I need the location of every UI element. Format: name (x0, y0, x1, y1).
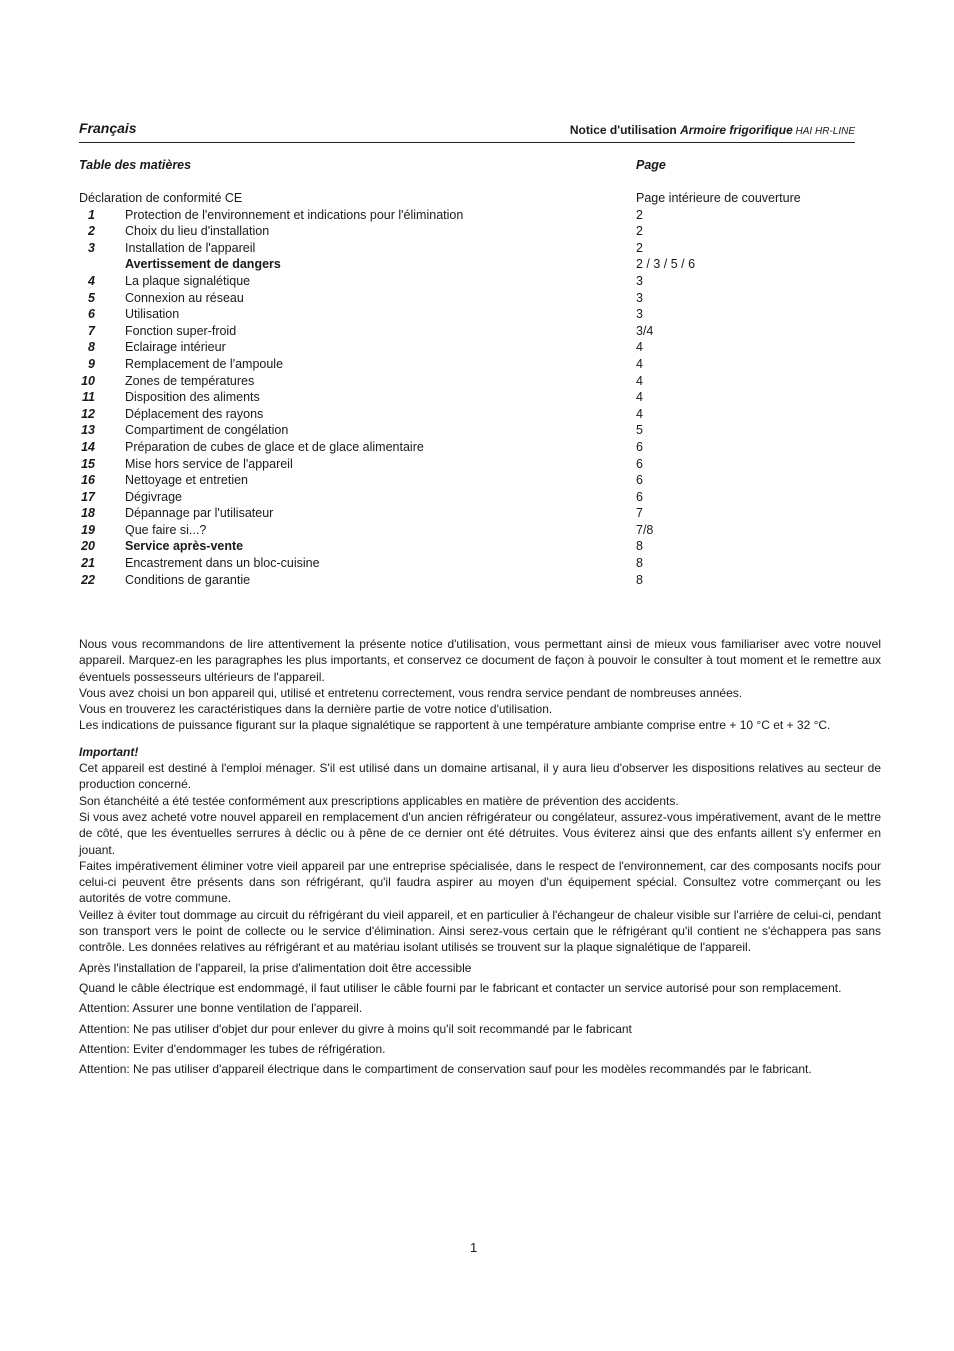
toc-item-number: 16 (81, 473, 95, 488)
toc-item-page: 3 (636, 307, 643, 322)
toc-item-page: 6 (636, 473, 643, 488)
paragraph: Son étanchéité a été testée conformément aux prescriptions applicables en matière de prévention des accidents. (79, 793, 679, 808)
toc-item-page: 4 (636, 406, 643, 421)
toc-item-title: Remplacement de l'ampoule (125, 356, 284, 371)
toc-item-title: Déplacement des rayons (125, 406, 264, 421)
paragraph: Cet appareil est destiné à l'emploi ménager. S'il est utilisé dans un domaine artisanal, il y aura lieu d'observer les dispositions relatives au secteur de production concerné. (79, 761, 881, 792)
toc-item-title: Mise hors service de l'appareil (125, 456, 293, 471)
toc-row[interactable] (79, 538, 839, 555)
toc-row[interactable] (79, 223, 839, 240)
toc-item-title: Dégivrage (125, 489, 182, 504)
toc-item-title: Dépannage par l'utilisateur (125, 506, 274, 521)
important-heading: Important! (79, 744, 139, 759)
paragraph: Faites impérativement éliminer votre vieil appareil par une entreprise spécialisée, dans le respect de l'environnement, car des composants nocifs pour celui-ci peuvent être présents dans son réfrigérant, qu'il faudra aspirer au moyen d'un équipement spécial. Consultez votre commerçant ou les autorités de votre commune. (79, 858, 881, 906)
toc-row[interactable] (79, 306, 839, 323)
toc-row[interactable] (79, 439, 839, 456)
toc-item-number: 4 (88, 273, 95, 288)
toc-item-page: 2 (636, 240, 643, 255)
toc-item-title: Installation de l'appareil (125, 240, 256, 255)
toc-item-number: 5 (88, 290, 95, 305)
toc-row[interactable] (79, 389, 839, 406)
toc-row[interactable] (79, 240, 839, 257)
toc-item-title: Encastrement dans un bloc-cuisine (125, 556, 320, 571)
toc-item-title: Eclairage intérieur (125, 340, 226, 355)
toc-item-page: 7 (636, 506, 643, 521)
paragraph: Attention: Assurer une bonne ventilation de l'appareil. (79, 1001, 363, 1016)
toc-item-title: Zones de températures (125, 373, 255, 388)
toc-item-title: Disposition des aliments (125, 390, 260, 405)
toc-row[interactable] (79, 339, 839, 356)
toc-row[interactable] (79, 323, 839, 340)
toc-row[interactable] (79, 373, 839, 390)
toc-item-title: Déclaration de conformité CE (79, 191, 243, 205)
toc-item-title: Nettoyage et entretien (125, 473, 248, 488)
paragraph: Si vous avez acheté votre nouvel appareil en remplacement d'un ancien réfrigérateur ou congélateur, assurez-vous impérativement, avant de le mettre de côté, que les éventuelles serrures à déclic ou à pêne de ce dernier ont été détruites. Vous éviterez ainsi que des enfants aillent s'y enfermer en jouant. (79, 809, 881, 857)
toc-item-title: Connexion au réseau (125, 290, 244, 305)
document-title: Notice d'utilisation Armoire frigorifique HAI HR-LINE (569, 123, 855, 137)
toc-item-page: 4 (636, 390, 643, 405)
toc-row[interactable] (79, 522, 839, 539)
paragraph: Attention: Ne pas utiliser d'appareil électrique dans le compartiment de conservation sauf pour les modèles recommandés par le fabricant. (79, 1062, 812, 1077)
toc-item-page: Page intérieure de couverture (636, 191, 801, 205)
paragraph: Après l'installation de l'appareil, la prise d'alimentation doit être accessible (79, 960, 472, 975)
toc-item-number: 20 (81, 539, 95, 554)
toc-item-page: 4 (636, 356, 643, 371)
toc-item-number: 7 (88, 323, 95, 338)
page-number: 1 (470, 1240, 478, 1255)
toc-item-page: 2 (636, 224, 643, 239)
toc-row[interactable] (79, 290, 839, 307)
toc-item-number: 6 (88, 307, 95, 322)
toc-item-page: 6 (636, 456, 643, 471)
toc-item-title: La plaque signalétique (125, 273, 251, 288)
toc-item-page: 2 / 3 / 5 / 6 (636, 257, 696, 272)
toc-row[interactable] (79, 406, 839, 423)
toc-item-number: 21 (81, 556, 95, 571)
toc-item-number: 19 (81, 522, 95, 537)
toc-row[interactable] (79, 555, 839, 572)
toc-item-page: 7/8 (636, 522, 654, 537)
toc-page-heading: Page (636, 158, 666, 172)
toc-item-page: 2 (636, 207, 643, 222)
toc-item-page: 4 (636, 340, 643, 355)
toc-item-page: 8 (636, 556, 643, 571)
paragraph: Nous vous recommandons de lire attentivement la présente notice d'utilisation, vous permettant ainsi de mieux vous familiariser avec votre nouvel appareil. Marquez-en les paragraphes les plus importants, et conservez ce document de façon à pouvoir le consulter à tout moment et le remettre aux éventuels possesseurs ultérieurs de l'appareil. (79, 637, 881, 684)
toc-item-page: 8 (636, 572, 643, 587)
toc-item-page: 3 (636, 290, 643, 305)
toc-item-number: 17 (81, 489, 95, 504)
toc-row[interactable] (79, 456, 839, 473)
toc-item-page: 3 (636, 273, 643, 288)
toc-item-number: 3 (88, 240, 95, 255)
paragraph: Vous en trouverez les caractéristiques dans la dernière partie de votre notice d'utilisation. (79, 702, 553, 717)
toc-item-number: 9 (88, 356, 95, 371)
toc-item-title: Fonction super-froid (125, 323, 237, 338)
toc-item-title: Conditions de garantie (125, 572, 251, 587)
toc-item-number: 2 (88, 224, 95, 239)
paragraph: Attention: Eviter d'endommager les tubes de réfrigération. (79, 1041, 386, 1056)
toc-item-title: Protection de l'environnement et indications pour l'élimination (125, 207, 464, 222)
toc-row[interactable] (79, 356, 839, 373)
toc-item-number: 10 (81, 373, 95, 388)
paragraph: Veillez à éviter tout dommage au circuit du réfrigérant du vieil appareil, et en particulier à l'échangeur de chaleur visible sur l'arrière de celui-ci, pendant son transport vers le point de collecte ou le service d'élimination. Ainsi serez-vous certain que le réfrigérant qu'il contient ne s'échappera pas sans contrôle. Les données relatives au réfrigérant et au matériau isolant utilisés se trouvent sur la plaque signalétique de l'appareil. (79, 907, 881, 955)
toc-item-title: Avertissement de dangers (125, 257, 281, 272)
toc-item-number: 13 (81, 423, 95, 438)
toc-item-title: Préparation de cubes de glace et de glace alimentaire (125, 439, 424, 454)
toc-row[interactable] (79, 273, 839, 290)
toc-item-title: Service après-vente (125, 539, 244, 554)
toc-row-declaration[interactable] (79, 190, 839, 207)
paragraph: Les indications de puissance figurant sur la plaque signalétique se rapportent à une température ambiante comprise entre + 10 °C et + 32 °C. (79, 718, 831, 733)
toc-item-page: 6 (636, 439, 643, 454)
toc-item-page: 4 (636, 373, 643, 388)
toc-item-number: 1 (88, 207, 95, 222)
toc-heading: Table des matières (79, 158, 192, 172)
toc-item-number: 14 (81, 439, 95, 454)
toc-item-page: 6 (636, 489, 643, 504)
toc-item-number: 22 (81, 572, 95, 587)
toc-item-page: 5 (636, 423, 643, 438)
toc-row[interactable] (79, 489, 839, 506)
table-of-contents (79, 190, 839, 588)
language-label: Français (79, 120, 137, 136)
page-header (79, 120, 855, 143)
toc-row[interactable] (79, 256, 839, 273)
toc-item-number: 8 (88, 340, 95, 355)
paragraph: Quand le câble électrique est endommagé, il faut utiliser le câble fourni par le fabricant et contacter un service autorisé pour son remplacement. (79, 980, 842, 995)
toc-item-number: 15 (81, 456, 95, 471)
toc-row[interactable] (79, 422, 839, 439)
toc-row[interactable] (79, 207, 839, 224)
toc-row[interactable] (79, 572, 839, 589)
toc-item-number: 12 (81, 406, 95, 421)
toc-item-number: 11 (82, 390, 95, 405)
toc-row[interactable] (79, 472, 839, 489)
paragraph: Vous avez choisi un bon appareil qui, utilisé et entretenu correctement, vous rendra service pendant de nombreuses années. (79, 685, 743, 700)
paragraph: Attention: Ne pas utiliser d'objet dur pour enlever du givre à moins qu'il soit recommandé par le fabricant (79, 1021, 632, 1036)
toc-row[interactable] (79, 505, 839, 522)
toc-item-page: 3/4 (636, 323, 654, 338)
toc-item-title: Que faire si...? (125, 522, 207, 537)
toc-item-number: 18 (81, 506, 95, 521)
toc-item-page: 8 (636, 539, 643, 554)
toc-item-title: Choix du lieu d'installation (125, 224, 270, 239)
document-body (79, 636, 881, 1077)
toc-item-title: Compartiment de congélation (125, 423, 289, 438)
toc-item-title: Utilisation (125, 307, 180, 322)
